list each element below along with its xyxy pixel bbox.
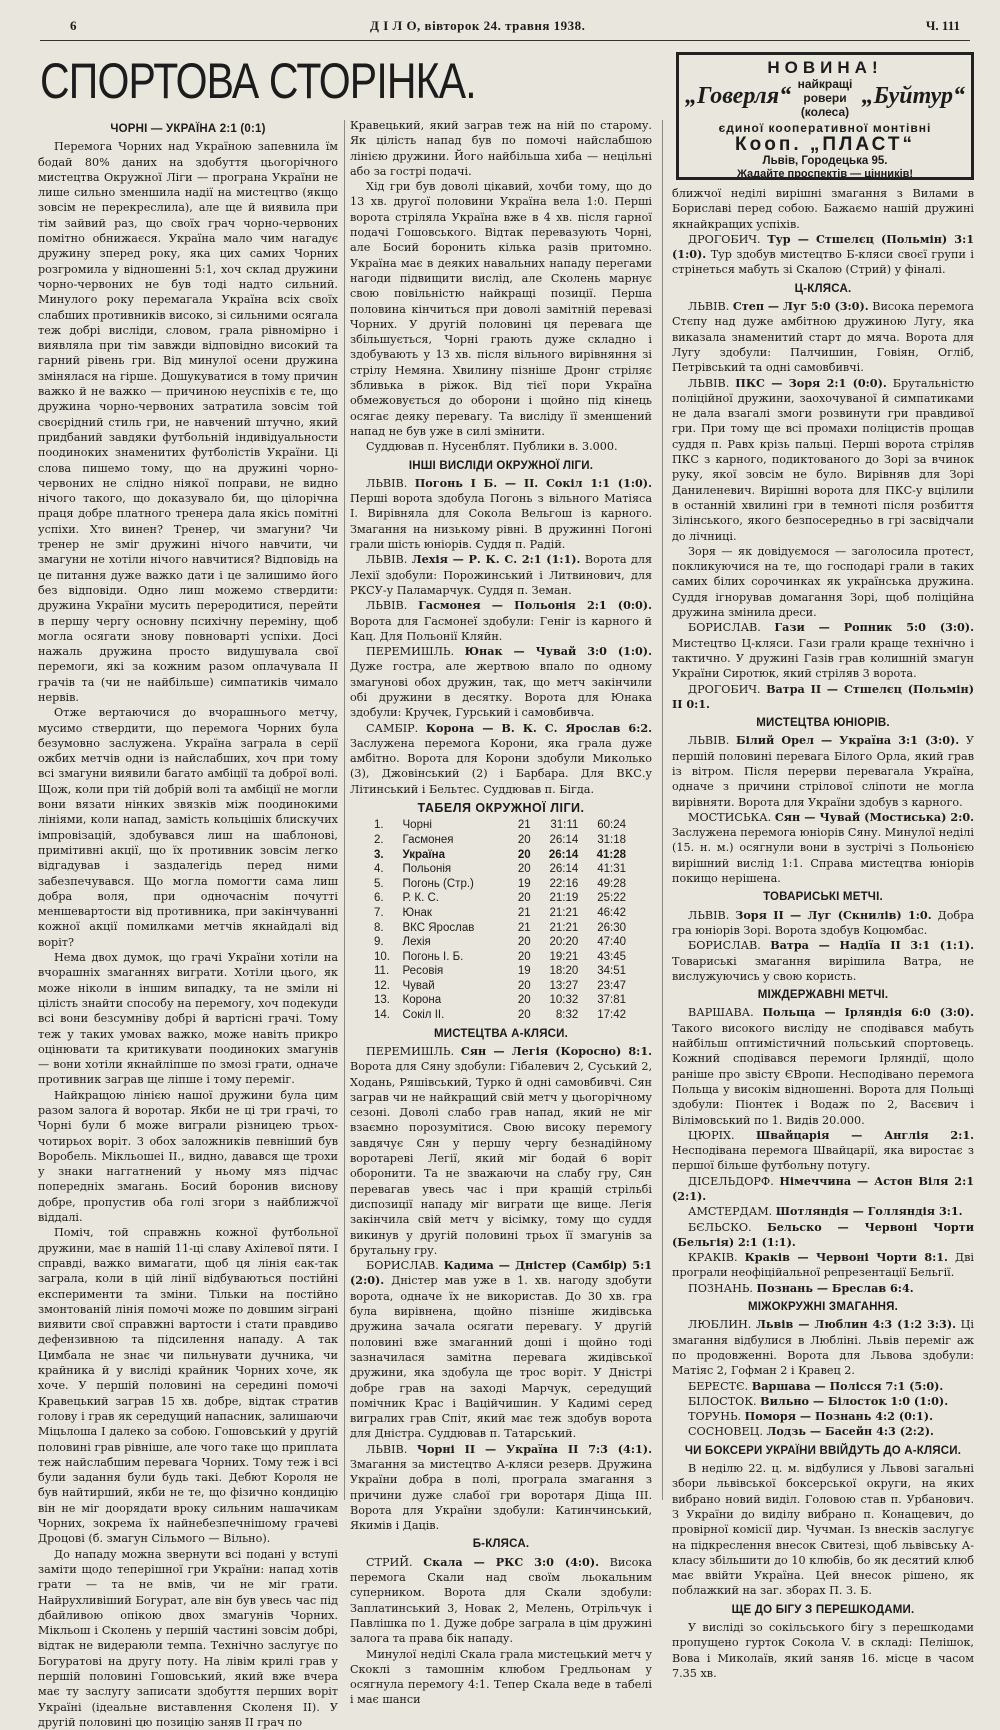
result-score: Німеччина — Астон Віля 2:1 (2:1).: [672, 1173, 974, 1203]
result-city: ЛЬВІВ.: [688, 734, 730, 748]
result-item: [672, 232, 974, 278]
ad-mid-line: ровери: [803, 91, 847, 105]
table-cell-team: Україна: [402, 848, 445, 861]
result-score: Вильно — Білосток 1:0 (1:0).: [760, 1393, 949, 1408]
paragraph: Суддював п. Нусенблят. Публики в. 3.000.: [366, 440, 618, 454]
table-cell-position: 10.: [374, 950, 390, 963]
table-cell-points: 26:30: [597, 921, 626, 934]
table-cell-team: Р. К. С.: [402, 892, 439, 905]
result-city: ЛЬВІВ.: [366, 599, 408, 613]
table-cell-position: 3.: [374, 848, 384, 861]
result-text: Висока перемога Стєпу над дуже амбітною дружиною Лугу, яка виказала знаменитий старт до мячa. Ворота для Лугу здобули: Палчишин, Говіян, Огліб, Петрівський та одні самовбивчі.: [672, 300, 974, 375]
table-cell-goals: 26:14: [549, 863, 579, 876]
table-cell-goals: 19:21: [549, 950, 579, 963]
table-cell-goals: 20:20: [549, 936, 579, 949]
page-number: 6: [70, 18, 77, 33]
result-item: [350, 1258, 652, 1442]
table-row: [372, 906, 628, 921]
result-score: Кадима — Дністер (Самбір) 5:1 (2:0).: [350, 1258, 652, 1288]
result-city: ЛЬВІВ.: [688, 908, 730, 922]
table-cell-games: 21: [517, 819, 531, 832]
result-item: [672, 1204, 974, 1219]
result-item: [350, 721, 652, 797]
paragraph: Поміч, той справжнь кожної футбольної дружини, має в нашій 11-ці славу Ахілевої пяти. І справді, важко вимагати, щоб ця лінія єак-так заграла, коли в цій лінії відбуваються постійні експерименти та зміни. Тільки на постійно змонтованій лінія помочі може по довшим зіграні виявити свої справжні вартости і стати правдиво дефензивною та підсилення нападу. А так Цимбала не знає чи пильнувати дучника, чи крайника й у висліді крайник Чорних хоче, як хоче. У першій половині на середині помочі Кравецький заграв 15 хв. добре, відтак стратив голову і грав як середущий напасник, залишаючи Міцьлоша І далеко за собою. Гошовський у другій половині грав рівніше, але чого таке що приплатa теж найслабшим перевага Чорних. Тому теж і всі були задання були будь такі. Дебют Короля не був найтирший, якби не те, що фізично кондицію він не міг доорядати вроку сильним нашачикам Чорних, зокрема їх найнебезпечнішому грачеві Дроцові (б. змагун Сільмого — Вільно).: [38, 1226, 338, 1546]
result-city: ДІСЕЛЬДОРФ.: [688, 1174, 774, 1188]
ad-footer: Жадайте проспектів — цінників!: [736, 168, 914, 180]
table-cell-games: 20: [517, 892, 531, 905]
result-score: Зоря ІІ — Луг (Скнилів) 1:0.: [735, 907, 932, 922]
result-item: [672, 299, 974, 375]
column-2: [350, 118, 653, 1707]
result-item: [350, 644, 652, 720]
result-city: ЛЬВІВ.: [366, 553, 408, 567]
result-score: Поморя — Познань 4:2 (0:1).: [744, 1409, 933, 1424]
section-heading: ТОВАРИСЬКІ МЕТЧІ.: [763, 891, 883, 904]
table-row: [372, 833, 628, 848]
result-score: Лодзь — Басейн 4:3 (2:2).: [766, 1424, 934, 1439]
result-score: Краків — Червоні Чорти 8:1.: [744, 1250, 948, 1265]
result-text: Висока перемога Скали над своїм льокальним суперником. Ворота для Скали здобули: Заплатинський 3, Новак 2, Мелень, Отрільчук і Павлішка по 1. Дуже добре заграла в цім дружині залога та права бік нападу.: [350, 1555, 652, 1646]
result-text: Брутальністю поліційної дружини, заохочуваної й симпатиками не дала взагалі змоги розвинути гри правдивої гри. При тому ще всі промахи поліцистів прощав суддя п. Равх крізь пальці. Перші ворота стріляв ПКС з карного, подиктованого до Зорі за вчинок руку, якої зовсім не було. Вирівняв для Зорі Даниленевич. Вирішні ворота для ПКС-у вцілили в останній хвилині гри в темноті після розбиття Зілінського, якого безпосередньо в грі засвідчали до лічниці.: [672, 376, 975, 543]
table-row: [372, 1008, 628, 1023]
table-cell-position: 12.: [374, 979, 390, 992]
result-text: Тур здобув мистецтво Б-кляси своєї групи і стрінеться мабуть зі Скалою (Стрий) у фіналі.: [672, 248, 974, 277]
result-city: СОСНОВЕЦ.: [688, 1425, 763, 1439]
result-score: Корона — В. К. С. Ярослав 6:2.: [425, 720, 653, 735]
result-city: БІЛОСТОК.: [688, 1394, 757, 1408]
paragraph: Хід гри був доволі цікавий, хочби тому, що до 13 хв. другої половини Україна вела 1:0. Перші ворота стріляла Україна вже в 4 хв. після гарної подачі Гошовського. Відтак перевазують Чорні, але Босий боронить кілька разів притомно. Україна має в деяких навальних нападу перегами нагоди підвищити вислід, але Сколень марнує свою повільністю найкращі позиції. Перша половина кінчиться при доволі замітній перевазі Чорних. У другій половині ця перевага ще збільшується, Чорні грають дуже складно і здобувають у 13 хв. після вільного вирівняння зі стрілу Немяна. Хвилину пізніше Дронг стріляє збливька в ріжок. Від тієї пори Україна обмежовується до оборони і щойно під кінець осягає деяку перевагу. Та висліду її зменшений напад не був уже в силі змінити.: [350, 180, 652, 438]
result-item: [672, 1317, 974, 1378]
ad-brand-row: [685, 77, 965, 121]
section-heading: МІЖОКРУЖНІ ЗМАГАННЯ.: [747, 1301, 898, 1314]
table-cell-position: 11.: [374, 965, 390, 978]
table-cell-goals: 10:32: [549, 994, 579, 1007]
result-score: Лехія — Р. К. С. 2:1 (1:1).: [411, 552, 581, 567]
table-cell-games: 20: [517, 950, 531, 963]
result-item: [672, 376, 974, 544]
table-cell-team: Ресовія: [402, 965, 444, 978]
table-cell-position: 5.: [374, 877, 384, 890]
table-cell-games: 20: [517, 848, 531, 861]
result-city: ПЕРЕМИШЛЬ.: [366, 1044, 455, 1058]
paragraph: Найкращою лінією нашої дружини була цим разом залога й воротар. Якби не ці три грачі, то Чорні були б може виграли різницею трьох-чотирьох воріт. З обох заложників певніший був Воробель. Мікльошеі II., видно, давався ще трохи у знаки наггатнений у ньому мяз підчас попередніх змагань. Босий боронив виснову добре, пропустив оба голі згори з найближчої віддалі.: [38, 1088, 338, 1225]
result-city: ТОРУНЬ.: [688, 1410, 742, 1424]
section-heading: МІЖДЕРЖАВНІ МЕТЧІ.: [757, 989, 889, 1002]
table-cell-team: Юнак: [402, 906, 432, 919]
section-heading: Б-КЛЯСА.: [472, 1538, 530, 1551]
table-cell-games: 19: [517, 877, 531, 890]
result-score: Погонь І Б. — ІІ. Сокіл 1:1 (1:0).: [414, 475, 652, 490]
result-score: Польща — Ірляндія 6:0 (3:0).: [762, 1005, 974, 1020]
table-cell-points: 41:31: [597, 863, 626, 876]
result-item: [672, 938, 974, 984]
table-cell-games: 21: [517, 906, 531, 919]
ad-address: Львів, Городецька 95.: [762, 155, 888, 167]
result-text: Заслужена перемога юніорів Сяну. Минулої неділі (15. н. м.) осягнули вони в зустрічі з Польонією вирішний вислід 1:1. Справа мистецтва юніорів покищо нерішена.: [672, 826, 974, 886]
table-cell-games: 20: [517, 833, 531, 846]
result-text: Товариські змагання вирішила Ватра, не вислужуючись у свою користь.: [672, 954, 974, 983]
paragraph: Отже вертаючися до вчорашнього метчу, мусимо ствердити, що перемога Чорних була безумовно заслужена. Україна заграла в серії ожбих метчів одни із найслабших, хоч при тому всі змагуни виявили багато амбіції та доброї волі. Щож, коли при тій добрій волі та амбіції не могли вони вязати нінких звязків між поодинокими лініями, коли напад, замість кольцішіх блискучих імпровізацій, здобувався лиш на шаблонові, примітивні акції, що їх противник зовсім легко відгадував і заздалегідь перед ними забезпечувався. Що могла помогти сама лиш добра воля, при одночаснім почутті меншевартости від противника, при закінчуванні кожної акції помилками метчів якнайдалі від воріт?: [38, 706, 338, 949]
table-row: [372, 818, 628, 833]
table-cell-position: 9.: [374, 936, 384, 949]
paragraph: ближчої неділі вирішні змагання з Вилами в Бориславі перед собою. Бажаємо нашій дружині якнайкращих успіхів.: [672, 187, 974, 231]
running-head: [40, 18, 970, 40]
result-city: ЛЬВІВ.: [688, 300, 730, 314]
table-cell-position: 14.: [374, 1009, 390, 1022]
table-cell-team: Чувай: [402, 979, 435, 992]
result-score: Юнак — Чувай 3:0 (1:0).: [464, 644, 652, 659]
table-cell-team: Корона: [402, 994, 442, 1007]
result-item: [350, 1442, 652, 1534]
result-score: Гасмонея — Польонія 2:1 (0:0).: [418, 598, 652, 613]
result-item: [672, 682, 974, 713]
result-text: Несподівана перемога Швайцарії, яка виростає з першої більше футбольну потугу.: [672, 1144, 974, 1173]
table-cell-points: 49:28: [597, 877, 626, 890]
paragraph: Кравецький, який заграв теж на ній по старому. Як цілість напад був по помочі найслабшою лінією дружини. Його найбільша хиба — нецільні або за гострі подачі.: [350, 119, 652, 178]
table-cell-points: 43:45: [597, 950, 626, 963]
result-item: [672, 908, 974, 939]
table-cell-team: Гасмонея: [402, 833, 454, 846]
result-score: Швайцарія — Англія 2:1.: [756, 1127, 974, 1142]
table-cell-team: Лехія: [402, 936, 431, 949]
table-cell-team: Чорні: [402, 819, 432, 832]
result-text: Змагання за мистецтво А-кляси резерв. Дружина України добра в полі, програла змагання з причини дуже слабої гри воротаря Діща ІІІ. Ворота для України здобули: Катинчинський, Якимів і Даців.: [350, 1457, 652, 1533]
table-cell-team: Польонія: [402, 863, 452, 876]
result-text: Мистецтво Ц-кляси. Гази грали краще технічно і тактично. У дружині Газів грав колишній змагун України Сиротюк, який стріляв 3 ворота.: [672, 636, 974, 681]
table-cell-goals: 18:20: [549, 965, 579, 978]
result-item: [350, 476, 652, 552]
result-score: Білий Орел — Україна 3:1 (3:0).: [736, 733, 960, 748]
result-item: [672, 733, 974, 809]
table-cell-position: 8.: [374, 921, 384, 934]
result-item: [672, 810, 974, 886]
table-cell-points: 25:22: [597, 892, 626, 905]
result-city: ПОЗНАНЬ.: [688, 1281, 753, 1295]
result-city: МОСТИСЬКА.: [688, 810, 772, 824]
table-cell-goals: 21:21: [549, 921, 579, 934]
table-cell-position: 6.: [374, 892, 384, 905]
table-cell-games: 20: [517, 1009, 531, 1022]
result-city: КРАКІВ.: [688, 1251, 738, 1265]
result-score: Познань — Бреслав 6:4.: [756, 1280, 914, 1295]
league-table-title: ТАБЕЛЯ ОКРУЖНОЇ ЛІГИ.: [417, 801, 585, 816]
result-city: ЦЮРІХ.: [688, 1128, 735, 1142]
column-3: [672, 186, 975, 1680]
result-text: У першій половині перевага Білого Орла, який грав із вітром. Після перерви перевагала Україна, одначе з причини стрілової сліпоти не могла вирівняти. Ворота для України здобув з карного.: [672, 734, 975, 809]
table-cell-position: 2.: [374, 833, 384, 846]
header-rule: [40, 40, 970, 41]
table-cell-team: Сокіл ІІ.: [402, 1009, 445, 1022]
ad-mid-line: найкращі: [797, 77, 853, 91]
advertisement-box: [676, 52, 974, 180]
masthead-date: Д І Л О, вівторок 24. травня 1938.: [370, 18, 586, 33]
result-text: Ворота для Сяну здобули: Гібалевич 2, Суський 2, Ходань, Ряшівський, Турко й одні самовбивчі. Сян заграв чи не найкращий свій метч у цьогорічному сезоні. Доволі слабо грав напад, який не міг взаємно порозумітися. Свою високу перемогу завдячує Сян у першу чергу безнадійному воротареві Легії, який міг бодай 6 воріт оборонити. Та не зважаючи на слабу гру, Сян перевагав увесь час і при кращій стрільбі диспозиції нападу міг виграти ще вище. Легія закінчила свій метч у вісімку, тому що суддя викинув у другій половині трьох її змагунів за брутальну гру.: [350, 1060, 652, 1257]
result-score: ПКС — Зоря 2:1 (0:0).: [735, 375, 887, 390]
result-text: Добра гра юніорів Зорі. Ворота здобув Коцюмбас.: [672, 908, 974, 937]
result-score: Степ — Луг 5:0 (3:0).: [732, 299, 869, 314]
result-item: [350, 598, 652, 644]
table-cell-goals: 21:21: [549, 906, 579, 919]
table-cell-position: 1.: [374, 819, 384, 832]
result-score: Львів — Люблин 4:3 (1:2 3:3).: [755, 1317, 957, 1332]
result-city: ДРОГОБИЧ.: [688, 232, 761, 246]
result-text: Ворота для Лехії здобули: Порожинський і Литвинович, для РКСУ-у Паламарчук. Суддя п. Земан.: [350, 553, 653, 597]
article-heading: ЧОРНІ — УКРАЇНА 2:1 (0:1): [110, 123, 266, 135]
result-text: Дуже гостра, але жертвою впало по одному змагунові обох дружин, так, що метч закінчили обі дружини в десятку. Ворота для Юнака здобули: Кручек, Гурський і самовбивча.: [350, 660, 652, 720]
result-text: Такого високого висліду не сподівався мабуть найбільш оптимістичний польський спортовець. Кожний сподівався перемоги Ірляндії, щоло раніше про звісту ЄВропи. Несподівано перемога Польща у високім відношенні. Ворота для Польщі здобули: Піонтек і Водаж по 2, Васєвич і Вілімовський по 1. Видів 20.000.: [672, 1021, 974, 1127]
table-row: [372, 877, 628, 892]
result-city: ЛЬВІВ.: [366, 476, 408, 490]
result-score: Скала — РКС 3:0 (4:0).: [423, 1554, 600, 1569]
result-score: Тур — Стшелєц (Польмін) 3:1 (1:0).: [672, 231, 975, 262]
table-row: [372, 935, 628, 950]
table-cell-games: 19: [517, 965, 531, 978]
section-heading: МИСТЕЦТВА А-КЛЯСИ.: [433, 1027, 569, 1040]
ad-headline: НОВИНА!: [767, 58, 883, 77]
ad-mid-line: (колеса): [800, 105, 850, 119]
league-table: [372, 818, 628, 1022]
table-row: [372, 921, 628, 936]
result-city: БОРИСЛАВ.: [688, 939, 761, 953]
paragraph: В неділю 22. ц. м. відбулися у Львові загальні збори львівської боксерської округи, на яких вибрано новий виділ. Головою став п. Урбанович. З України до виділу вибрано п. Конащевич, до провірної комісії дир. Чучман. Із внесків заслугує на підкреслення внесок Свитезі, щоб львівську А-класу збільшити до 10 клюбів, бо як десятий клюб має ввійти Україна. Цей внесок рішено, як поблажкий на заг. зборах П. З. Б.: [672, 1462, 974, 1598]
table-cell-goals: 8:32: [555, 1009, 579, 1022]
table-cell-games: 20: [517, 936, 531, 949]
ad-middle: [777, 77, 873, 119]
paragraph: Минулої неділі Скала грала мистецький метч у Скоклі з тамошнім клюбом Гредльонам у осягнула перемогу 4:1. Тепер Скала веде в табелі і має шанси: [350, 1647, 652, 1707]
result-city: БЕРЕСТЄ.: [688, 1379, 749, 1393]
result-score: Шотляндія — Голляндія 3:1.: [775, 1204, 963, 1219]
result-item: [350, 1044, 652, 1258]
table-cell-points: 17:42: [597, 1009, 626, 1022]
table-cell-points: 41:28: [596, 848, 626, 861]
paragraph: Зоря — як довідуємося — заголосила протест, покликуючися на те, що господарі грали в таких самих білих сорочинках як українська дружина. Суддя ігнорував домагання Зорі, щоб поліційна дружина змінила дреси.: [672, 544, 974, 620]
result-item: [672, 1174, 974, 1205]
table-cell-points: 46:42: [597, 906, 626, 919]
result-item: [672, 1220, 974, 1251]
result-item: [672, 620, 974, 681]
table-cell-goals: 13:27: [549, 979, 579, 992]
section-heading: ЧИ БОКСЕРИ УКРАЇНИ ВВІЙДУТЬ ДО А-КЛЯСИ.: [684, 1444, 962, 1457]
result-score: Чорні ІІ — Україна ІІ 7:3 (4:1).: [416, 1441, 652, 1456]
column-1: [38, 118, 338, 1729]
table-row: [372, 993, 628, 1008]
result-score: Варшава — Полісся 7:1 (5:0).: [751, 1378, 944, 1393]
ad-brand-left: „Говерля“: [685, 83, 792, 109]
result-text: Ворота для Гасмонеї здобули: Геніг із карного й Кац. Для Польонії Кляйн.: [350, 614, 652, 643]
result-item: [672, 1128, 974, 1174]
table-cell-points: 37:81: [597, 994, 626, 1007]
paragraph: Нема двох думок, що грачі України хотіли на вчорашніх змаганнях виграти. Хотіли цього, як може ніколи в іншим випадку, та не зміли ні цілість знайти способу на перемогу, хоч подекуди всі вони безсумніву добрі й вартісні грачі. Тому теж у таких умовах важко, може навіть прикро оцінювати та критикувати поодиноких змагунів — вони хотіли якнайліпше по змозі грати, одначе противник заграв ще ліпше і тому переміг.: [38, 951, 338, 1087]
result-score: Ватра — Надіїа ІІ 3:1 (1:1).: [770, 938, 974, 953]
result-city: ПЕРЕМИШЛЬ.: [366, 645, 455, 659]
table-row: [372, 891, 628, 906]
result-text: Перші ворота здобула Погонь з вільного Матіяса І. Вирівняла для Сокола Вельгош із карного. Змагання на низькому рівні. В дружинні Погоні грали шість юніорів. Суддя п. Радій.: [350, 492, 652, 552]
result-score: Сян — Легія (Коросно) 8:1.: [460, 1043, 652, 1058]
table-cell-goals: 21:19: [549, 892, 579, 905]
table-row: [372, 950, 628, 965]
table-cell-goals: 31:11: [550, 819, 579, 832]
table-cell-goals: 26:14: [549, 833, 579, 846]
result-item: [672, 1409, 974, 1424]
table-cell-team: Погонь І. Б.: [402, 950, 464, 963]
result-city: ЛЬВІВ.: [366, 1442, 408, 1456]
result-city: ДРОГОБИЧ.: [688, 682, 761, 696]
paragraph: У висліді зо сокільського бігу з перешкодами пропущено гурток Сокола V. в складі: Пелішок, Вова і Миколаїв, який заняв 16. місце в часом 7.35 хв.: [672, 1621, 974, 1680]
table-cell-points: 34:51: [597, 965, 626, 978]
result-text: Дністер мав уже в 1. хв. нагоду здобути ворота, одначе їх не використав. До 30 хв. гра була вирівнена, щойно пізніше жидівська дружина зачала осягати перевагу. У другій половині вже змаганний доші і щойно тоді зазначилася замітна перевага жидівської дружини, яка здобула ще трос воріт. У Дністрі добре грав на заході Марчук, середущий помічник Крас і Ваційчишин. У Кадимі серед вигралих грав Спіт, який має теж здобув ворота для Дністра. Суддював п. Татарський.: [350, 1274, 652, 1441]
table-row: [372, 848, 628, 863]
section-heading: ІНШІ ВИСЛІДИ ОКРУЖНОЇ ЛІГИ.: [408, 459, 594, 472]
result-text: Заслужена перемога Корони, яка грала дуже амбітно. Ворота для Корони здобули Миколько (3), Джовінський (2) і Барбара. Для ВКС.у Літинський і Бельтес. Суддював п. Бігда.: [350, 736, 652, 796]
page-title: СПОРТОВА СТОРІНКА.: [40, 53, 476, 109]
result-score: Сян — Чувай (Мостиська) 2:0.: [774, 809, 974, 824]
section-heading: ЩЕ ДО БІГУ З ПЕРЕШКОДАМИ.: [731, 1603, 915, 1616]
result-city: АМСТЕРДАМ.: [688, 1205, 773, 1219]
table-cell-position: 13.: [374, 994, 390, 1007]
result-item: [672, 1424, 974, 1439]
column-divider: [344, 120, 345, 1500]
ad-line: єдиної кооперативної монтівні: [718, 121, 932, 135]
result-item: [672, 1281, 974, 1296]
table-row: [372, 979, 628, 994]
result-item: [672, 1379, 974, 1394]
table-cell-goals: 26:14: [548, 848, 579, 861]
table-cell-games: 20: [517, 994, 531, 1007]
result-item: [672, 1005, 974, 1127]
result-city: БЄЛЬСКО.: [688, 1220, 752, 1234]
result-city: СТРИЙ.: [366, 1555, 413, 1569]
paragraph: До нападу можна звернути всі подані у вступі заміти щодо теперішної гри України: напад хотів грати — та не вмів, чи не міг грати. Найрухливіший Богурат, але він був увесь час під дбайливою опікою двох змагунів Чорних. Мікльош і Сколень у першій частині зовсім добрі, відтак не видераюли темпа. Технічно заслугує по Богуратові на другу поту. На лівім крилі грав у першій половині Гошовський, який вже вчера має ту заслугу записати здобуття перших воріт Україні (ідеальне виставлення Сколеня ІІ). У другій половині цю позицію заняв ІІ грач по: [38, 1547, 338, 1729]
table-row: [372, 862, 628, 877]
table-cell-goals: 22:16: [549, 877, 579, 890]
result-text: Дві програли неофіційальної репрезентації Бельгії.: [672, 1251, 974, 1280]
result-city: БОРИСЛАВ.: [366, 1259, 439, 1273]
table-cell-position: 4.: [374, 863, 384, 876]
result-score: Ватра ІІ — Стшелєц (Польмін) ІІ 0:1.: [672, 681, 975, 711]
result-item: [350, 1555, 652, 1647]
result-item: [672, 1250, 974, 1281]
table-cell-points: 23:47: [597, 979, 626, 992]
table-cell-games: 21: [517, 921, 531, 934]
result-score: Гази — Ропник 5:0 (3:0).: [774, 620, 974, 635]
result-city: ВАРШАВА.: [688, 1006, 754, 1020]
section-heading: Ц-КЛЯСА.: [794, 282, 852, 295]
ad-brand-right: „Буйтур“: [861, 83, 965, 109]
table-cell-position: 7.: [374, 906, 384, 919]
table-cell-games: 20: [517, 863, 531, 876]
result-score: Бельско — Червоні Чорти (Бельгія) 2:1 (1:1).: [672, 1219, 974, 1249]
result-city: ЛЮБЛИН.: [688, 1318, 752, 1332]
table-cell-team: ВКС Ярослав: [402, 921, 475, 934]
table-cell-points: 31:18: [597, 833, 626, 846]
section-heading: МИСТЕЦТВА ЮНІОРІВ.: [756, 717, 890, 730]
result-item: [350, 552, 652, 598]
table-row: [372, 964, 628, 979]
column-divider: [662, 120, 663, 1500]
ad-company: Кооп. „ПЛАСТ“: [735, 134, 915, 155]
result-city: САМБІР.: [366, 721, 419, 735]
table-cell-team: Погонь (Стр.): [402, 877, 474, 890]
result-city: БОРИСЛАВ.: [688, 621, 761, 635]
result-city: ЛЬВІВ.: [688, 376, 730, 390]
table-cell-points: 47:40: [597, 936, 626, 949]
table-cell-points: 60:24: [597, 819, 626, 832]
result-text: Ці змагання відбулися в Любліні. Львів переміг аж по продовженні. Ворота для Львова здобули: Матіяс 2, Гофман 2 і Кравец 2.: [672, 1318, 975, 1378]
table-cell-games: 20: [517, 979, 531, 992]
paragraph: Перемога Чорних над Україною запевнила їм бодай 80% даних на здобуття цьогорічного мистецтва Окружної Ліги — програна України не лише сильно зменшила надії на мистецтво (якщо зовсім не перекреслила), але ще й виявила при тім зайвий раз, що своїх грач чорно-червоних помітно обнижаєся. Україна мало чим нагадує дружину зперед року, яка цих самих Чорних розгромила у відношенні 5:1, хоч склад дружини чорно-червоних не був тоді надто сильний. Минулого року перемагала Україна всіх своїх слабших противників високо, зі сильними осягала теж добрі висліди, словом, грала рівномірно і виявляла при тім завжди відповідно високий та гарний рівень гри. Від минулої осени дружина змінялася на гірше. Дошукуватися в тому причин важко й не важко — причиною неуспіхів є те, що дружина чорно-червоних затратила зовсім той своєрідний стиль гри, не навчений штучно, який придбаний завдяки футбольній індивідуальности поодиноких знаменитих футболістів України. Ці слова пишемо тому, що на дружині чорно-червоних не слідно ніякої поправи, не видно нічого такого, що доказувало би, що цілорічна праця добре платного тренера дала якісь помітні успіхи. Хто винен? Тренер, чи змагуни? Чи тренер не зміг дружині нічого навчити, чи змагуни не хотіли нічого навчитися? Відповідь на це питання дуже важко дати і це залишимо його без відповіди. Одно лиш можемо ствердити: дружина України мусить переродитися, перейти в першу чергу основну психічну переміну, щоб могла осягати знову повноварті успіхи. Досі нажаль дружина просто видушувала свої перемоги, які за кожним разом оплачувала ІІ грачів та (чи не найбільше) симпатиків чимало нервів.: [38, 140, 338, 704]
issue-number: Ч. 111: [925, 18, 960, 33]
result-item: [672, 1394, 974, 1409]
